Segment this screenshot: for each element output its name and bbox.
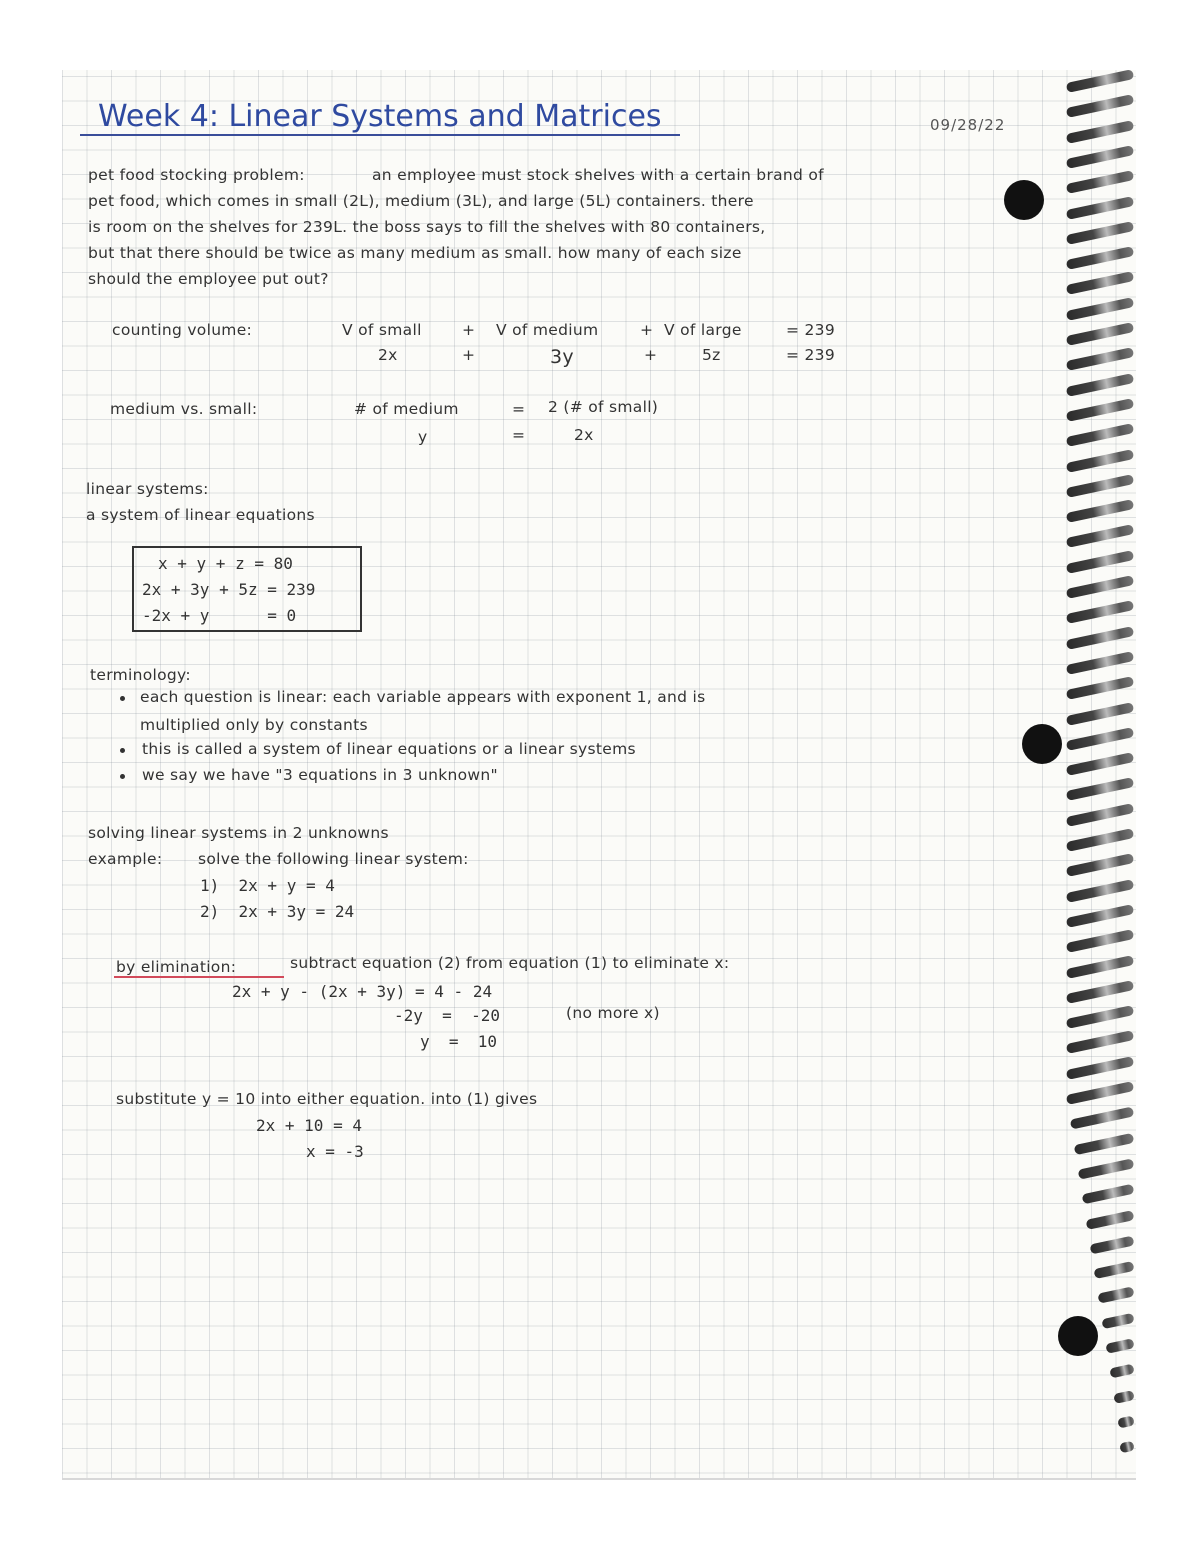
ratio-small-count: 2 (# of small) — [548, 398, 659, 416]
spiral-coil — [1066, 347, 1135, 371]
spiral-coil — [1066, 651, 1135, 675]
elimination-step-2: -2y = -20 — [394, 1006, 500, 1025]
example-text: solve the following linear system: — [198, 850, 469, 868]
elimination-text: subtract equation (2) from equation (1) to eliminate x: — [290, 954, 730, 972]
spiral-coil — [1070, 1107, 1135, 1130]
spiral-coil — [1066, 626, 1135, 650]
spiral-coil — [1066, 1081, 1135, 1105]
spiral-coil — [1066, 1030, 1135, 1054]
spiral-coil — [1066, 702, 1135, 726]
system-eq-1: x + y + z = 80 — [158, 554, 293, 573]
substitute-step-1: 2x + 10 = 4 — [256, 1116, 362, 1135]
spiral-coil — [1066, 474, 1135, 498]
spiral-coil — [1066, 879, 1135, 903]
volume-plus-2: + — [640, 321, 654, 339]
problem-line-5: should the employee put out? — [88, 270, 329, 288]
spiral-coil — [1117, 1415, 1135, 1428]
ratio-y: y — [418, 428, 428, 446]
spiral-coil — [1066, 423, 1135, 447]
substitute-text: substitute y = 10 into either equation. into (1) gives — [116, 1090, 538, 1108]
problem-line-1: an employee must stock shelves with a certain brand of — [372, 166, 824, 184]
elimination-step-1: 2x + y - (2x + 3y) = 4 - 24 — [232, 982, 493, 1001]
binder-hole-1 — [1004, 180, 1044, 220]
linear-systems-heading: linear systems: — [86, 480, 209, 498]
volume-plus-4: + — [644, 346, 658, 364]
problem-label: pet food stocking problem: — [88, 166, 305, 184]
spiral-coil — [1066, 1005, 1135, 1029]
volume-medium: V of medium — [496, 321, 599, 339]
volume-label: counting volume: — [112, 321, 253, 339]
terminology-bullet-1: each question is linear: each variable appears with exponent 1, and is — [140, 688, 706, 706]
spiral-coil — [1066, 196, 1135, 220]
terminology-bullet-2: this is called a system of linear equations or a linear systems — [142, 740, 636, 758]
page-date: 09/28/22 — [930, 116, 1006, 134]
solving-heading: solving linear systems in 2 unknowns — [88, 824, 389, 842]
spiral-coil — [1097, 1287, 1134, 1304]
elimination-step-3: y = 10 — [420, 1032, 498, 1051]
spiral-coil — [1101, 1312, 1134, 1328]
spiral-coil — [1066, 120, 1135, 144]
example-eq-2: 2) 2x + 3y = 24 — [200, 902, 355, 921]
bullet-dot — [120, 696, 125, 701]
spiral-coil — [1066, 828, 1135, 852]
volume-3y: 3y — [550, 346, 574, 368]
terminology-heading: terminology: — [90, 666, 191, 684]
spiral-coil — [1066, 524, 1135, 548]
spiral-coil — [1066, 69, 1135, 93]
volume-plus-1: + — [462, 321, 476, 339]
ratio-2x: 2x — [574, 426, 594, 444]
ratio-label: medium vs. small: — [110, 400, 258, 418]
binder-hole-2 — [1022, 724, 1062, 764]
spiral-coil — [1105, 1338, 1134, 1354]
volume-5z: 5z — [702, 346, 721, 364]
system-eq-3: -2x + y = 0 — [142, 606, 297, 625]
spiral-coil — [1066, 904, 1135, 928]
title-underline — [80, 134, 680, 136]
spiral-coil — [1066, 449, 1135, 473]
spiral-coil — [1066, 94, 1135, 118]
spiral-coil — [1066, 955, 1135, 979]
spiral-coil — [1093, 1261, 1134, 1279]
elimination-label: by elimination: — [116, 958, 237, 976]
bullet-dot — [120, 774, 125, 779]
volume-plus-3: + — [462, 346, 476, 364]
substitute-step-2: x = -3 — [306, 1142, 364, 1161]
spiral-coil — [1066, 398, 1135, 422]
spiral-coil — [1085, 1210, 1134, 1230]
spiral-coil — [1066, 271, 1135, 295]
spiral-coil — [1066, 246, 1135, 270]
volume-result-2: = 239 — [786, 346, 835, 364]
spiral-coil — [1074, 1132, 1135, 1154]
spiral-coil — [1066, 170, 1135, 194]
spiral-coil — [1066, 322, 1135, 346]
spiral-coil — [1066, 373, 1135, 397]
spiral-coil — [1066, 752, 1135, 776]
elimination-underline — [114, 976, 284, 978]
example-label: example: — [88, 850, 163, 868]
spiral-coil — [1066, 297, 1135, 321]
spiral-coil — [1089, 1235, 1134, 1254]
page-title: Week 4: Linear Systems and Matrices — [98, 99, 662, 134]
spiral-coil — [1109, 1364, 1135, 1379]
bullet-dot — [120, 748, 125, 753]
volume-small: V of small — [342, 321, 422, 339]
terminology-bullet-1-cont: multiplied only by constants — [140, 716, 368, 734]
spiral-coil — [1066, 575, 1135, 599]
terminology-bullet-3: we say we have "3 equations in 3 unknown" — [142, 766, 498, 784]
volume-result-1: = 239 — [786, 321, 835, 339]
problem-line-3: is room on the shelves for 239L. the boss says to fill the shelves with 80 containers, — [88, 218, 766, 236]
spiral-binding — [1066, 70, 1136, 1470]
spiral-coil — [1066, 145, 1135, 169]
elimination-note: (no more x) — [566, 1004, 660, 1022]
problem-line-2: pet food, which comes in small (2L), medium (3L), and large (5L) containers. there — [88, 192, 754, 210]
spiral-coil — [1066, 929, 1135, 953]
spiral-coil — [1066, 499, 1135, 523]
spiral-coil — [1066, 853, 1135, 877]
spiral-coil — [1066, 550, 1135, 574]
spiral-coil — [1066, 980, 1135, 1004]
system-eq-2: 2x + 3y + 5z = 239 — [142, 580, 316, 599]
spiral-coil — [1066, 676, 1135, 700]
spiral-coil — [1078, 1158, 1135, 1179]
linear-systems-definition: a system of linear equations — [86, 506, 315, 524]
ratio-equals-1: = — [512, 400, 526, 418]
spiral-coil — [1113, 1390, 1135, 1404]
spiral-coil — [1066, 600, 1135, 624]
example-eq-1: 1) 2x + y = 4 — [200, 876, 335, 895]
ratio-equals-2: = — [512, 426, 526, 444]
problem-line-4: but that there should be twice as many medium as small. how many of each size — [88, 244, 742, 262]
ratio-medium-count: # of medium — [354, 400, 459, 418]
volume-2x: 2x — [378, 346, 398, 364]
volume-large: V of large — [664, 321, 742, 339]
spiral-coil — [1066, 777, 1135, 801]
spiral-coil — [1119, 1441, 1135, 1454]
spiral-coil — [1066, 803, 1135, 827]
spiral-coil — [1066, 221, 1135, 245]
page-edge — [62, 1478, 1136, 1480]
spiral-coil — [1066, 1056, 1135, 1080]
spiral-coil — [1066, 727, 1135, 751]
spiral-coil — [1082, 1184, 1135, 1205]
